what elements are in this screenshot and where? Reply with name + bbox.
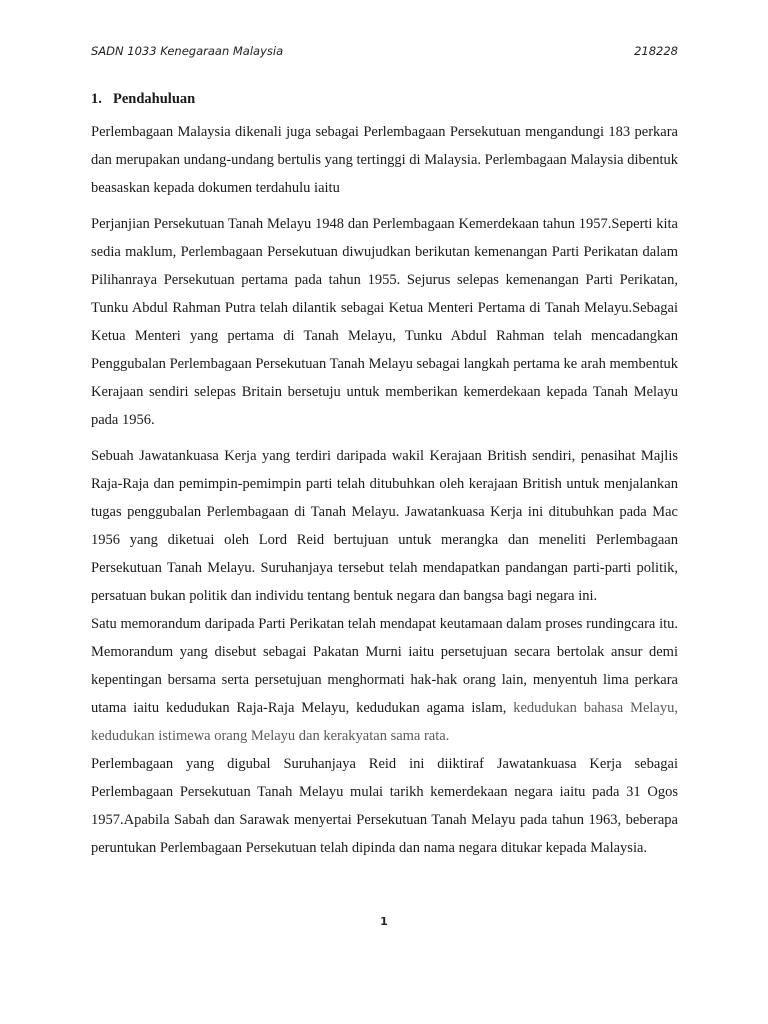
document-body <box>91 88 678 870</box>
page-number: 1 <box>380 915 388 928</box>
course-title: SADN 1033 Kenegaraan Malaysia <box>91 44 284 58</box>
section-number: 1. <box>91 91 102 107</box>
paragraph-1: Perlembagaan Malaysia dikenali juga sebagai Perlembagaan Persekutuan mengandungi 183 perkara dan merupakan undang-undang bertulis yang tertinggi di Malaysia. Perlembagaan Malaysia dibentuk beasaskan kepada dokumen terdahulu iaitu <box>91 124 678 196</box>
paragraph-5: Perlembagaan yang digubal Suruhanjaya Reid ini diiktiraf Jawatankuasa Kerja sebagai Perlembagaan Persekutuan Tanah Melayu mulai tarikh kemerdekaan negara iaitu pada 31 Ogos 1957.Apabila Sabah dan Sarawak menyertai Persekutuan Tanah Melayu pada tahun 1963, beberapa peruntukan Perlembagaan Persekutuan telah dipinda dan nama negara ditukar kepada Malaysia. <box>91 756 678 856</box>
page-header <box>91 44 678 58</box>
section-title: Pendahuluan <box>113 91 196 107</box>
student-id: 218228 <box>634 44 678 58</box>
paragraph-4 <box>91 610 678 750</box>
paragraph-4-grey: kedudukan bahasa Melayu, kedudukan istimewa orang Melayu dan kerakyatan sama rata. <box>91 700 678 744</box>
section-heading <box>91 88 678 110</box>
paragraph-3: Sebuah Jawatankuasa Kerja yang terdiri daripada wakil Kerajaan British sendiri, penasihat Majlis Raja-Raja dan pemimpin-pemimpin parti telah ditubuhkan oleh kerajaan British untuk menjalankan tugas penggubalan Perlembagaan di Tanah Melayu. Jawatankuasa Kerja ini ditubuhkan pada Mac 1956 yang diketuai oleh Lord Reid bertujuan untuk merangka dan meneliti Perlembagaan Persekutuan Tanah Melayu. Suruhanjaya tersebut telah mendapatkan pandangan parti-parti politik, persatuan bukan politik dan individu tentang bentuk negara dan bangsa bagi negara ini. <box>91 448 678 604</box>
paragraph-2: Perjanjian Persekutuan Tanah Melayu 1948 dan Perlembagaan Kemerdekaan tahun 1957.Seperti kita sedia maklum, Perlembagaan Persekutuan diwujudkan berikutan kemenangan Parti Perikatan dalam Pilihanraya Persekutuan pertama pada tahun 1955. Sejurus selepas kemenangan Parti Perikatan, Tunku Abdul Rahman Putra telah dilantik sebagai Ketua Menteri Pertama di Tanah Melayu.Sebagai Ketua Menteri yang pertama di Tanah Melayu, Tunku Abdul Rahman telah mencadangkan Penggubalan Perlembagaan Persekutuan Tanah Melayu sebagai langkah pertama ke arah membentuk Kerajaan sendiri selepas Britain bersetuju untuk memberikan kemerdekaan kepada Tanah Melayu pada 1956. <box>91 216 678 428</box>
paragraph-4-main: Satu memorandum daripada Parti Perikatan telah mendapat keutamaan dalam proses rundingcara itu. Memorandum yang disebut sebagai Pakatan Murni iaitu persetujuan secara bertolak ansur demi kepentingan bersama serta persetujuan menghormati hak-hak orang lain, menyentuh lima perkara utama iaitu kedudukan Raja-Raja Melayu, kedudukan agama islam, <box>91 616 678 716</box>
